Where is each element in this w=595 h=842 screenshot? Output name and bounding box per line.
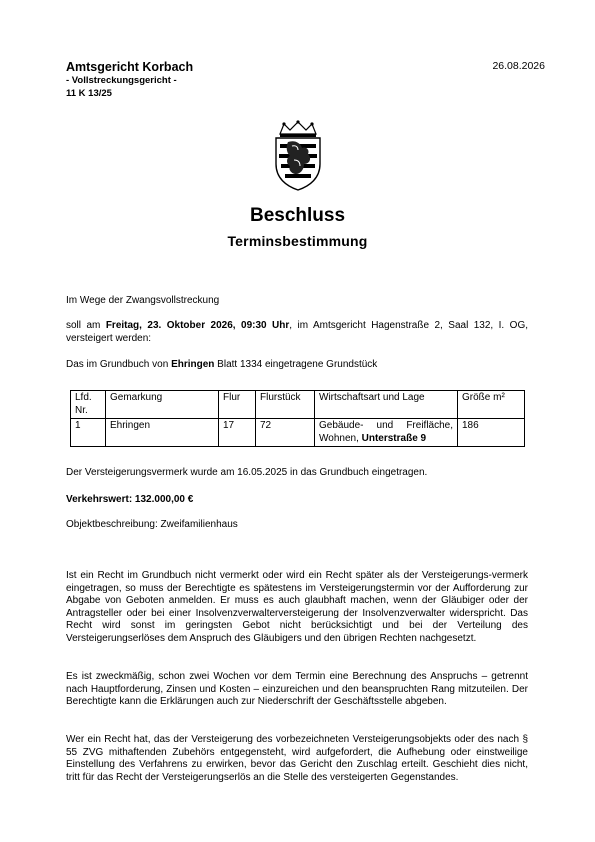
cell-lage-street: Unterstraße 9 bbox=[361, 432, 427, 444]
land-register-prefix: Das im Grundbuch von bbox=[66, 359, 172, 370]
cell-groesse: 186 bbox=[458, 419, 525, 447]
paragraph-anmeldung: Ist ein Recht im Grundbuch nicht vermerkt oder wird ein Recht später als der Versteigerungs-vermerk eingetragen, so muss der Berechtigte es spätestens im Versteigerungstermin vor der Aufforderung zur Abgabe von Geboten anmelden. Er muss es auch glaubhaft machen, wenn der Gläubiger oder der Antragsteller oder bei einer Insolvenzverwalterversteigerung der Insolvenzverwalter widerspricht. Das Recht wird sonst im geringsten Gebot nicht berücksichtigt und bei der Verteilung des Versteigerungserlöses dem Anspruch des Gläubigers und den übrigen Rechten nachgesetzt. bbox=[66, 570, 528, 644]
verkehrswert: Verkehrswert: 132.000,00 € bbox=[66, 494, 194, 505]
cell-wirtschaftsart bbox=[315, 419, 458, 447]
header-gemarkung: Gemarkung bbox=[106, 391, 219, 419]
auction-suffix: , im Amtsgericht Hagenstraße 2, Saal 132, I. OG, versteigert werden: bbox=[66, 320, 529, 344]
cell-lage-text: Gebäude- und Freifläche, Wohnen, bbox=[319, 420, 453, 444]
property-table bbox=[70, 390, 525, 447]
land-register-paragraph bbox=[66, 359, 528, 372]
auction-paragraph bbox=[66, 320, 528, 345]
paragraph-berechnung: Es ist zweckmäßig, schon zwei Wochen vor dem Termin eine Berechnung des Anspruchs – getrennt nach Hauptforderung, Zinsen und Kosten – einzureichen und den beanspruchten Rang mitzuteilen. Der Berechtigte kann die Erklärungen auch zur Niederschrift der Geschäftsstelle abgeben. bbox=[66, 671, 528, 708]
auction-date-time: Freitag, 23. Oktober 2026, 09:30 Uhr bbox=[105, 320, 290, 331]
cell-gemarkung: Ehringen bbox=[106, 419, 219, 447]
land-register-suffix: Blatt 1334 eingetragene Grundstück bbox=[214, 359, 378, 370]
paragraph-aufhebung: Wer ein Recht hat, das der Versteigerung des vorbezeichneten Versteigerungsobjekts oder des nach § 55 ZVG mithaftenden Zubehörs entgegensteht, wird aufgefordert, die Aufhebung oder einstweilige Einstellung des Verfahrens zu erwirken, bevor das Gericht den Zuschlag erteilt. Geschieht dies nicht, tritt für das Recht der Versteigerungserlös an die Stelle des versteigerten Gegenstandes. bbox=[66, 734, 528, 783]
header-groesse: Größe m² bbox=[458, 391, 525, 419]
document-date: 26.08.2026 bbox=[492, 60, 545, 72]
auction-prefix: soll am bbox=[66, 320, 106, 331]
header-flurstueck: Flurstück bbox=[256, 391, 315, 419]
document-subtitle: Terminsbestimmung bbox=[227, 233, 368, 249]
document-title: Beschluss bbox=[249, 205, 346, 226]
intro-text: Im Wege der Zwangsvollstreckung bbox=[66, 295, 220, 306]
court-department: - Vollstreckungsgericht - bbox=[66, 75, 177, 86]
header-wirtschaftsart: Wirtschaftsart und Lage bbox=[315, 391, 458, 419]
cell-flurstueck: 72 bbox=[256, 419, 315, 447]
cell-lfd-nr: 1 bbox=[71, 419, 106, 447]
header-flur: Flur bbox=[219, 391, 256, 419]
table-header-row bbox=[71, 391, 525, 419]
hessen-lion-coat-of-arms-icon bbox=[270, 120, 326, 192]
court-name: Amtsgericht Korbach bbox=[66, 60, 194, 74]
table-row bbox=[71, 419, 525, 447]
file-number: 11 K 13/25 bbox=[66, 88, 112, 99]
land-register-place: Ehringen bbox=[171, 359, 215, 370]
cell-flur: 17 bbox=[219, 419, 256, 447]
vermerk-text: Der Versteigerungsvermerk wurde am 16.05.2025 in das Grundbuch eingetragen. bbox=[66, 467, 428, 478]
header-lfd-nr: Lfd. Nr. bbox=[71, 391, 106, 419]
objektbeschreibung: Objektbeschreibung: Zweifamilienhaus bbox=[66, 519, 238, 530]
